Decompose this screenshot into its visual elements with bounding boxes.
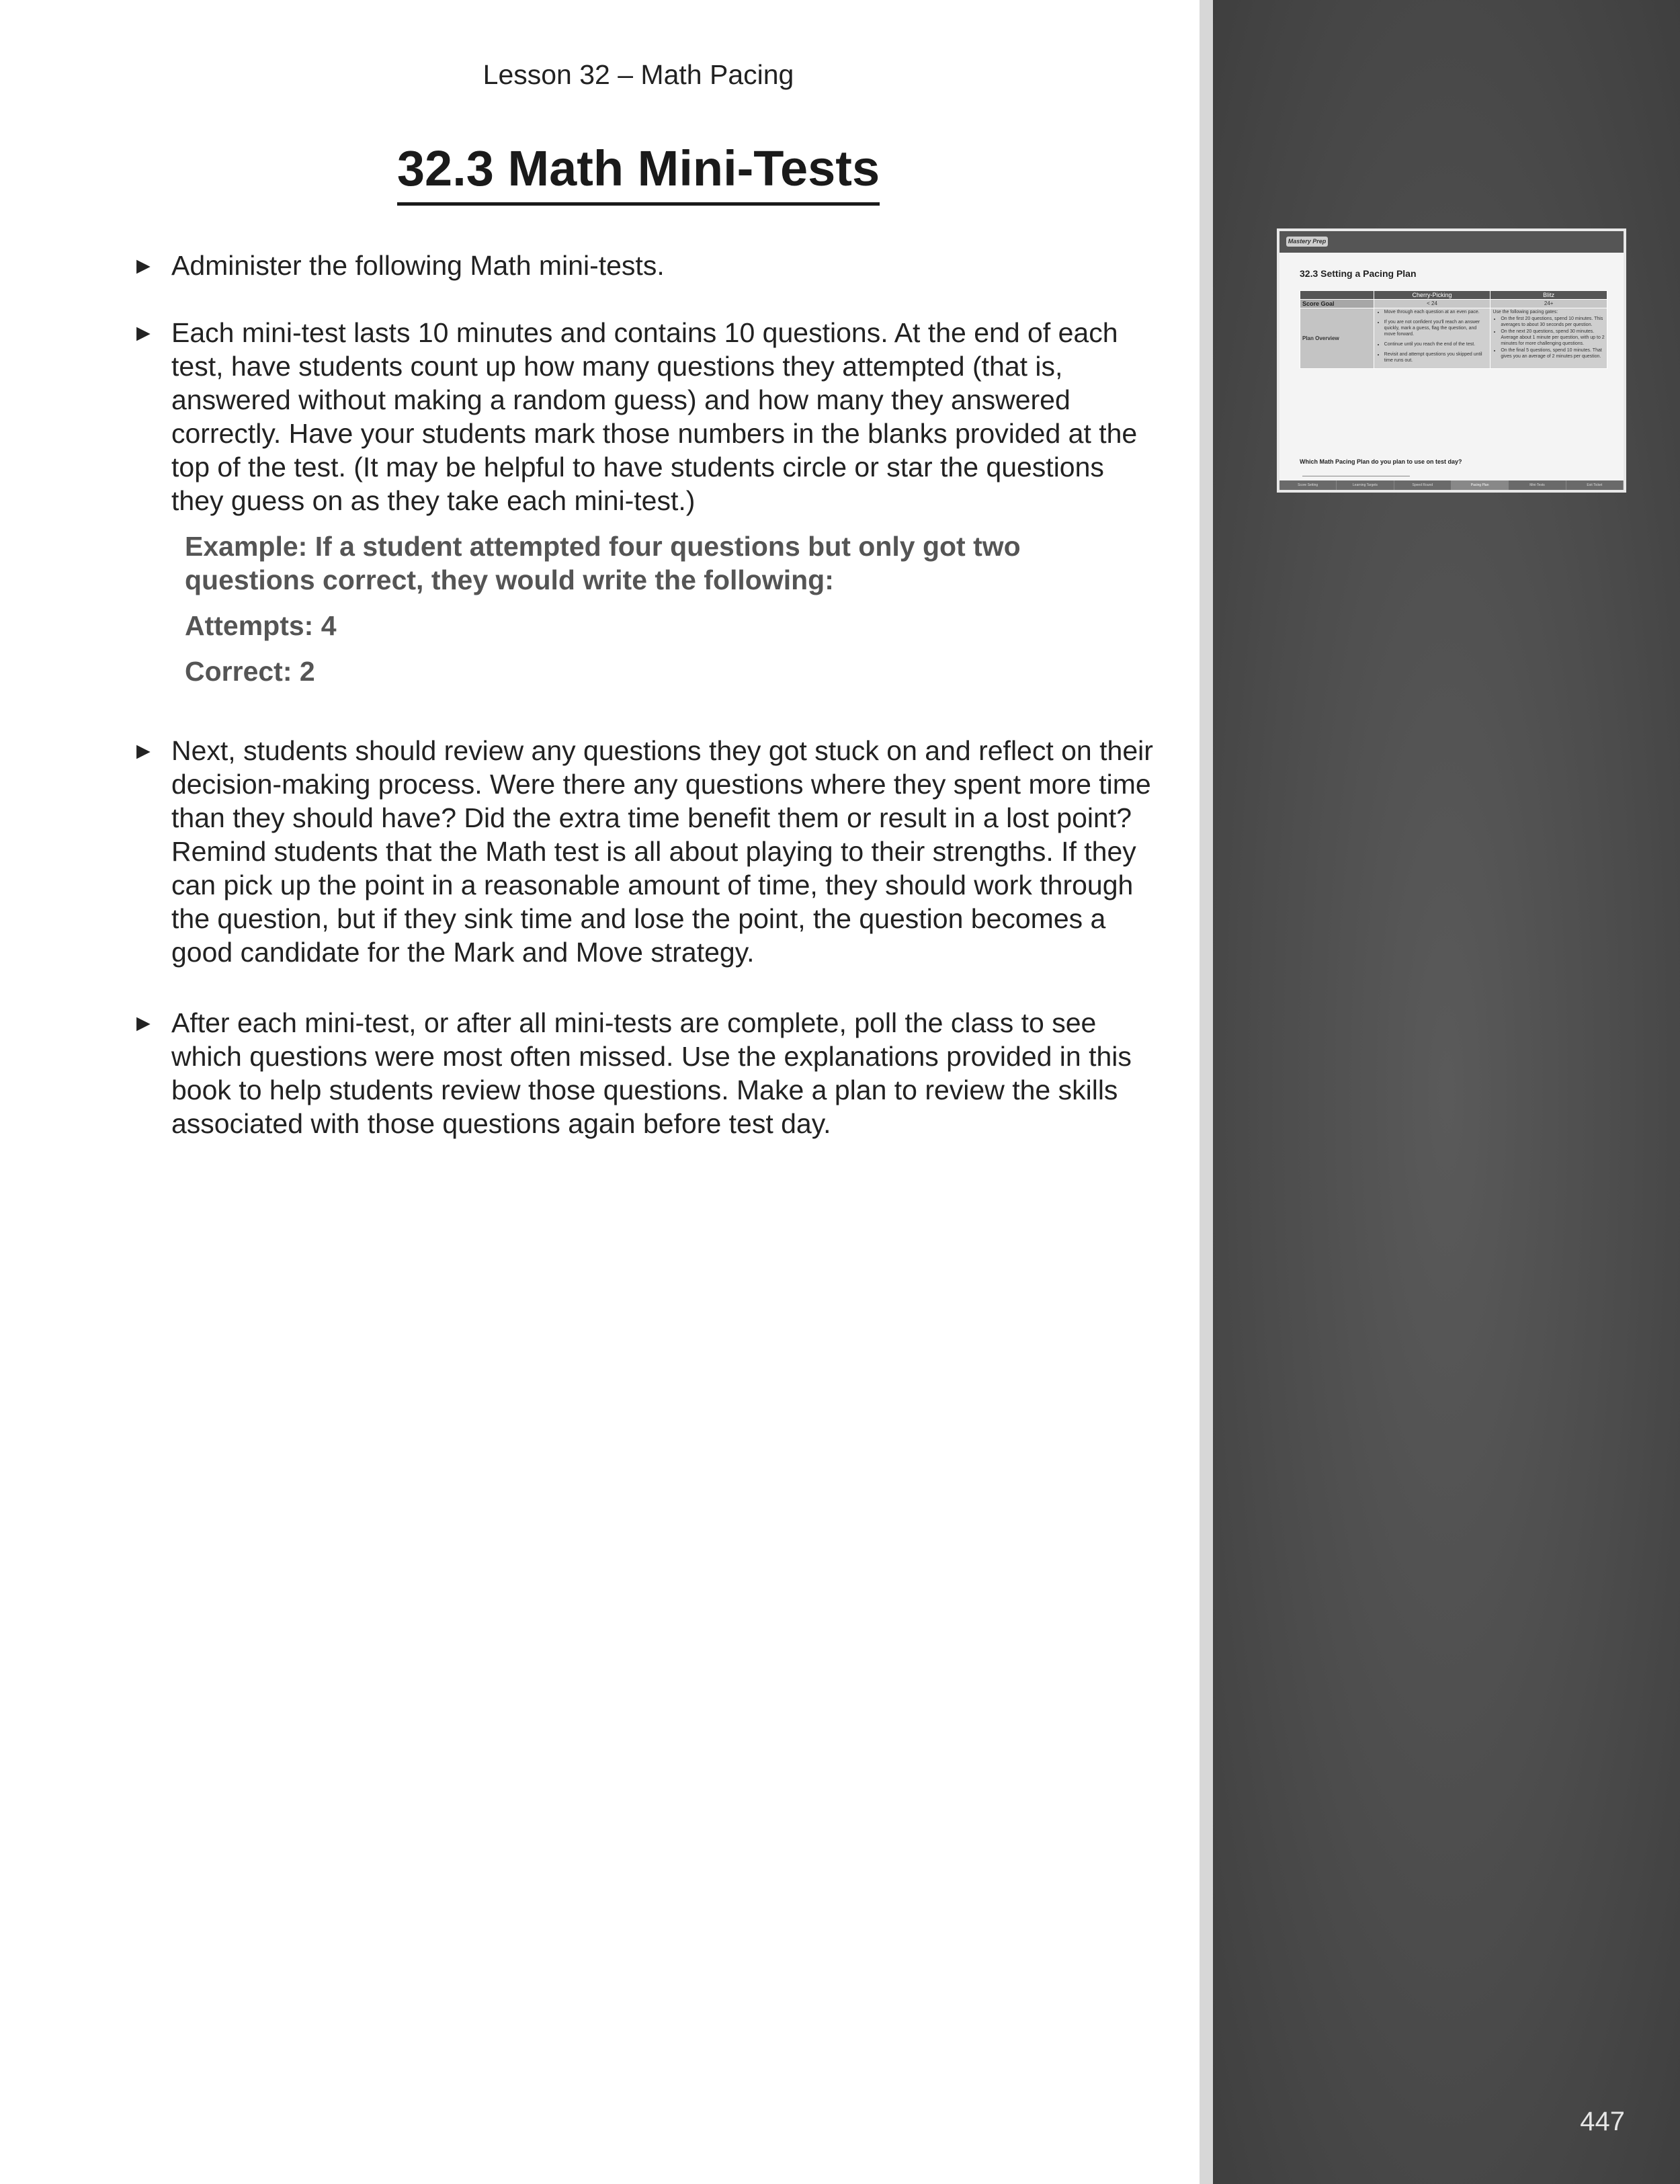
slide-nav-item: Speed Round	[1394, 480, 1452, 490]
slide-thumbnail	[1277, 228, 1626, 493]
pacing-plan-table	[1300, 290, 1607, 369]
blitz-item: • On the final 5 questions, spend 10 minutes. That gives you an average of 2 minutes per question.	[1501, 347, 1605, 360]
slide-logo: Mastery Prep	[1286, 237, 1328, 247]
section-title-wrap	[0, 138, 1277, 206]
cherry-item: • If you are not confident you'll reach an answer quickly, mark a guess, flag the question, and move forward.	[1384, 319, 1488, 337]
bullet-item	[134, 249, 1156, 282]
table-header-cherry: Cherry-Picking	[1374, 291, 1490, 300]
plan-overview-label: Plan Overview	[1300, 308, 1374, 369]
section-title: 32.3 Math Mini-Tests	[397, 138, 880, 206]
bullet-text: Next, students should review any questions they got stuck on and reflect on their decision-making process. Were there any questions where they spent more time than they should have? Did the extra time benefit them or result in a lost point? Remind students that the Math test is all about playing to their strengths. If they can pick up the point in a reasonable amount of time, they should work through the question, but if they sink time and lose the point, the question becomes a good candidate for the Mark and Move strategy.	[171, 735, 1153, 968]
slide-nav-item: Pacing Plan	[1452, 480, 1509, 490]
cherry-item: • Revisit and attempt questions you skipped until time runs out.	[1384, 351, 1488, 364]
bullet-item	[134, 1006, 1156, 1140]
bullet-item	[134, 316, 1156, 517]
bullet-arrow-icon: ▶	[136, 741, 151, 761]
bullet-item	[134, 734, 1156, 969]
bullet-text: After each mini-test, or after all mini-tests are complete, poll the class to see which questions were most often missed. Use the explanations provided in this book to help students review those questions. Make a plan to review the skills associated with those questions again before test day.	[171, 1007, 1132, 1139]
bullet-text: Administer the following Math mini-tests.	[171, 250, 665, 281]
example-correct: Correct: 2	[185, 656, 315, 687]
blitz-item: • On the next 20 questions, spend 30 minutes. Average about 1 minute per question, with up to 2 minutes for more challenging questions.	[1501, 329, 1605, 347]
cherry-item: • Move through each question at an even pace.	[1384, 309, 1488, 315]
slide-header-bar	[1279, 231, 1624, 253]
bullet-text: Each mini-test lasts 10 minutes and contains 10 questions. At the end of each test, have students count up how many questions they attempted (that is, answered without making a random guess) and how many they answered correctly. Have your students mark those numbers in the blanks provided at the top of the test. (It may be helpful to have students circle or star the questions they guess on as they take each mini-test.)	[171, 317, 1138, 516]
content	[134, 249, 1156, 1140]
plan-overview-cherry	[1374, 308, 1490, 369]
slide-nav-item: Mini-Tests	[1509, 480, 1566, 490]
example-attempts: Attempts: 4	[185, 610, 337, 641]
score-goal-cherry: < 24	[1374, 300, 1490, 308]
plan-overview-blitz	[1490, 308, 1607, 369]
page-divider	[1200, 0, 1213, 2184]
lesson-header: Lesson 32 – Math Pacing	[482, 59, 794, 90]
blitz-item: • On the first 20 questions, spend 10 minutes. This averages to about 30 seconds per question.	[1501, 316, 1605, 328]
table-header-empty	[1300, 291, 1374, 300]
table-header-blitz: Blitz	[1490, 291, 1607, 300]
score-goal-label: Score Goal	[1300, 300, 1374, 308]
slide-nav-item: Learning Targets	[1337, 480, 1394, 490]
slide-title: 32.3 Setting a Pacing Plan	[1300, 268, 1417, 279]
example-block	[185, 530, 1156, 688]
slide-nav-bar	[1279, 480, 1624, 490]
score-goal-blitz: 24+	[1490, 300, 1607, 308]
slide-nav-item: Score Setting	[1279, 480, 1337, 490]
slide-question: Which Math Pacing Plan do you plan to use on test day?	[1300, 458, 1462, 465]
cherry-item: • Continue until you reach the end of the test.	[1384, 341, 1488, 347]
bullet-arrow-icon: ▶	[136, 323, 151, 343]
example-intro: Example: If a student attempted four questions but only got two questions correct, they would write the following:	[185, 531, 1021, 595]
bullet-arrow-icon: ▶	[136, 1013, 151, 1033]
slide-nav-item: Exit Ticket	[1566, 480, 1624, 490]
page-number: 447	[1580, 2107, 1625, 2136]
bullet-arrow-icon: ▶	[136, 255, 151, 276]
blitz-intro: Use the following pacing gates:	[1493, 310, 1558, 314]
